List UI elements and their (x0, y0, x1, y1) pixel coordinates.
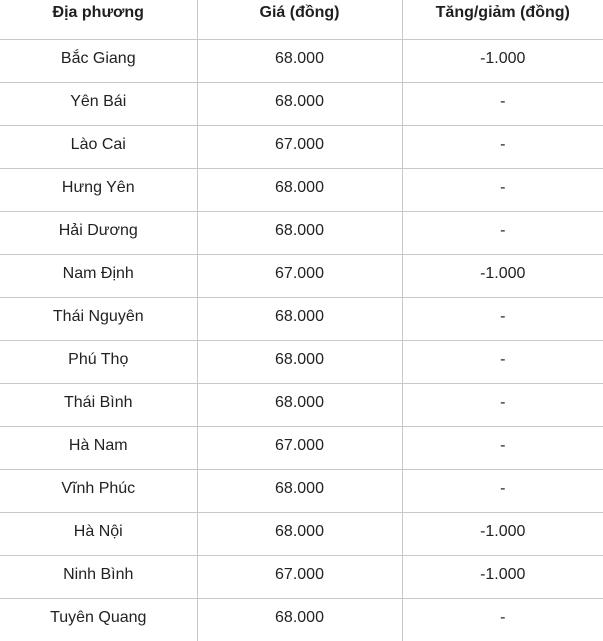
change-cell: - (402, 125, 603, 168)
header-price: Giá (đồng) (197, 0, 402, 39)
price-cell: 68.000 (197, 469, 402, 512)
table-row (0, 168, 603, 211)
region-cell: Hưng Yên (0, 168, 197, 211)
table-row (0, 125, 603, 168)
change-cell: - (402, 211, 603, 254)
price-cell: 68.000 (197, 39, 402, 82)
region-cell: Bắc Giang (0, 39, 197, 82)
change-cell: - (402, 297, 603, 340)
change-cell: - (402, 426, 603, 469)
region-cell: Lào Cai (0, 125, 197, 168)
price-cell: 68.000 (197, 297, 402, 340)
region-cell: Phú Thọ (0, 340, 197, 383)
table-row (0, 39, 603, 82)
table-row (0, 469, 603, 512)
table-row (0, 82, 603, 125)
header-change: Tăng/giảm (đồng) (402, 0, 603, 39)
price-cell: 67.000 (197, 555, 402, 598)
price-cell: 68.000 (197, 340, 402, 383)
table-row (0, 512, 603, 555)
price-cell: 68.000 (197, 512, 402, 555)
change-cell: - (402, 82, 603, 125)
price-cell: 68.000 (197, 82, 402, 125)
region-cell: Ninh Bình (0, 555, 197, 598)
header-region: Địa phương (0, 0, 197, 39)
change-cell: - (402, 340, 603, 383)
region-cell: Hà Nội (0, 512, 197, 555)
price-cell: 67.000 (197, 426, 402, 469)
region-cell: Tuyên Quang (50, 608, 147, 626)
table-row (0, 426, 603, 469)
price-cell: 68.000 (197, 383, 402, 426)
change-cell: -1.000 (402, 512, 603, 555)
region-cell: Vĩnh Phúc (0, 469, 197, 512)
region-cell: Yên Bái (0, 82, 197, 125)
region-cell: Nam Định (0, 254, 197, 297)
region-cell: Thái Nguyên (0, 297, 197, 340)
price-cell: 68.000 (197, 211, 402, 254)
table-row (0, 383, 603, 426)
region-cell: Hải Dương (0, 211, 197, 254)
change-cell: -1.000 (402, 555, 603, 598)
change-cell: -1.000 (402, 254, 603, 297)
price-cell: 68.000 (197, 598, 402, 641)
table-row (0, 340, 603, 383)
price-cell: 68.000 (197, 168, 402, 211)
change-cell: - (402, 598, 603, 641)
table-body (0, 39, 603, 641)
region-cell: Hà Nam (0, 426, 197, 469)
change-cell: - (402, 469, 603, 512)
change-cell: - (402, 168, 603, 211)
table-row (0, 598, 603, 641)
table-row (0, 555, 603, 598)
price-cell: 67.000 (197, 254, 402, 297)
table-row (0, 211, 603, 254)
table-header (0, 0, 603, 39)
table-row (0, 254, 603, 297)
price-cell: 67.000 (197, 125, 402, 168)
change-cell: - (402, 383, 603, 426)
table-row (0, 297, 603, 340)
region-cell: Thái Bình (0, 383, 197, 426)
change-cell: -1.000 (402, 39, 603, 82)
header-row (0, 0, 603, 39)
